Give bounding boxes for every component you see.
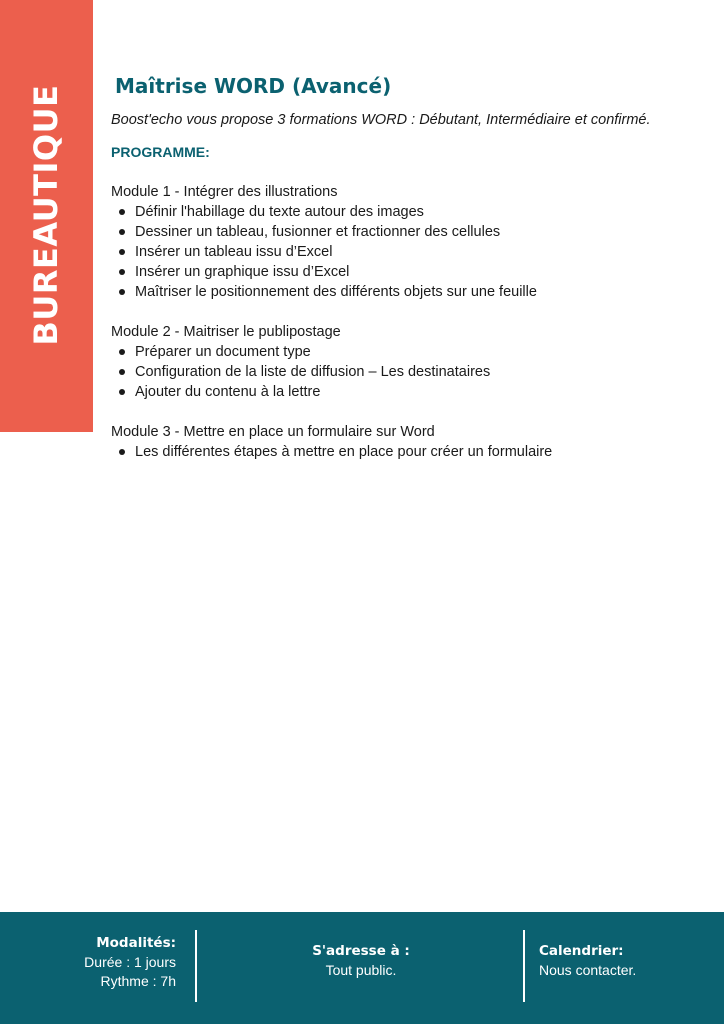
programme-heading: PROGRAMME: <box>111 144 210 160</box>
bullet-icon <box>119 349 125 355</box>
list-item <box>111 342 701 362</box>
module-3 <box>111 422 701 462</box>
side-band-label: BUREAUTIQUE <box>27 84 65 346</box>
footer-band <box>0 912 724 1024</box>
list-item-text: Dessiner un tableau, fusionner et fractionner des cellules <box>135 224 501 240</box>
modalites-heading: Modalités: <box>96 935 176 951</box>
list-item-text: Configuration de la liste de diffusion – Les destinataires <box>135 364 491 380</box>
rhythm-text: Rythme : 7h <box>100 973 176 989</box>
bullet-icon <box>119 249 125 255</box>
bullet-icon <box>119 269 125 275</box>
list-item <box>111 242 701 262</box>
bullet-icon <box>119 369 125 375</box>
module-item-list <box>111 442 701 462</box>
list-item-text: Les différentes étapes à mettre en place pour créer un formulaire <box>135 444 553 460</box>
duration-text: Durée : 1 jours <box>84 954 176 970</box>
list-item <box>111 222 701 242</box>
module-item-list <box>111 342 701 402</box>
main-content <box>111 72 701 462</box>
list-item <box>111 362 701 382</box>
footer-divider-right <box>523 930 525 1002</box>
list-item <box>111 442 701 462</box>
module-2 <box>111 322 701 402</box>
bullet-icon <box>119 209 125 215</box>
side-band <box>0 0 93 432</box>
list-item-text: Maîtriser le positionnement des différents objets sur une feuille <box>135 284 537 300</box>
bullet-icon <box>119 389 125 395</box>
list-item <box>111 262 701 282</box>
list-item-text: Ajouter du contenu à la lettre <box>135 384 321 400</box>
footer-modalites <box>84 934 176 991</box>
footer-calendar <box>539 942 636 980</box>
list-item-text: Insérer un tableau issu d’Excel <box>135 244 333 260</box>
bullet-icon <box>119 449 125 455</box>
list-item-text: Préparer un document type <box>135 344 311 360</box>
footer-divider-left <box>195 930 197 1002</box>
list-item <box>111 382 701 402</box>
calendar-text: Nous contacter. <box>539 962 637 978</box>
bullet-icon <box>119 289 125 295</box>
module-1 <box>111 182 701 302</box>
bullet-icon <box>119 229 125 235</box>
list-item <box>111 282 701 302</box>
footer-audience <box>198 942 524 980</box>
calendar-heading: Calendrier: <box>539 943 624 959</box>
list-item-text: Insérer un graphique issu d’Excel <box>135 264 350 280</box>
audience-text: Tout public. <box>325 962 397 978</box>
module-title: Module 1 - Intégrer des illustrations <box>111 184 338 200</box>
list-item-text: Définir l'habillage du texte autour des images <box>135 204 424 220</box>
audience-heading: S'adresse à : <box>312 943 410 959</box>
list-item <box>111 202 701 222</box>
intro-text: Boost'echo vous propose 3 formations WORD : Débutant, Intermédiaire et confirmé. <box>111 112 651 128</box>
page-title: Maîtrise WORD (Avancé) <box>115 74 392 98</box>
module-item-list <box>111 202 701 302</box>
module-title: Module 3 - Mettre en place un formulaire sur Word <box>111 424 435 440</box>
module-title: Module 2 - Maitriser le publipostage <box>111 324 341 340</box>
